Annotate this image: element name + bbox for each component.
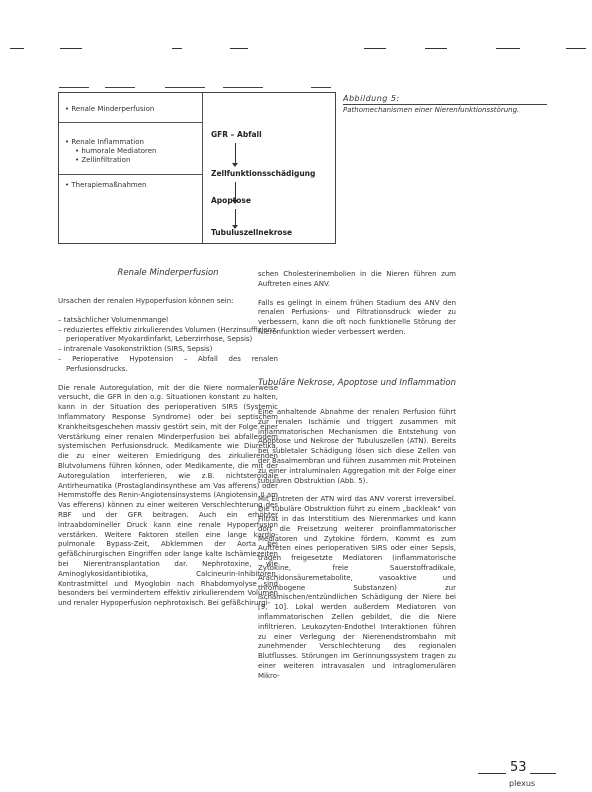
figure-item-mediators: • humorale Mediatoren [75, 147, 157, 155]
publisher-logo: plexus [509, 779, 536, 788]
flow-apoptosis: Apoptose [211, 196, 251, 205]
paragraph: Falls es gelingt in einem frühen Stadium des ANV den renalen Perfusions- und Filtrationsdruck wieder zu verbessern, kann die oft noch funktionelle Störung der Nierenfunktion wieder verbessert werden. [258, 298, 456, 336]
paragraph: schen Cholesterinembolien in die Nieren führen zum Auftreten eines ANV. [258, 270, 456, 288]
section-heading-necrosis: Tubuläre Nekrose, Apoptose und Inflammation [258, 378, 456, 388]
paragraph: Eine anhaltende Abnahme der renalen Perfusion führt zur renalen Ischämie und triggert zusammen mit inflammatorischen Mechanismen die Entstehung von Apoptose und Nekrose der Tubuluszellen (ATN). Bereits bei subletaler Schädigung lösen sich diese Zellen von der Basalmembran und führen zusammen mit Proteinen zu einer intraluminalen Aggregation mit der Folge einer tubulären Obstruktion (Abb. 5). [258, 408, 456, 485]
list-item: – Perioperative Hypotension – Abfall des renalen Perfusionsdrucks. [58, 354, 278, 373]
right-column-body [258, 408, 456, 691]
cause-list [58, 316, 278, 375]
figure-diagram [58, 92, 336, 244]
header-rule [0, 48, 592, 50]
flow-arrow [235, 209, 236, 225]
list-item: – reduziertes effektiv zirkulierendes Volumen (Herzinsuffizienz, perioperativer Myokardinfarkt, Leberzirrhose, Sepsis) [58, 325, 279, 344]
figure-item-perfusion: • Renale Minderperfusion [65, 105, 155, 113]
figure-caption-text: Pathomechanismen einer Nierenfunktionsstörung. [343, 106, 520, 114]
right-column [258, 270, 456, 347]
paragraph: Ursachen der renalen Hypoperfusion können sein: [58, 297, 234, 305]
list-item: – tatsächlicher Volumenmangel [58, 315, 169, 324]
flow-necrosis: Tubuluszellnekrose [211, 228, 293, 237]
section-heading-perfusion: Renale Minderperfusion [117, 268, 219, 278]
left-column [58, 297, 278, 618]
page-number: 53 [510, 760, 527, 775]
flow-arrow [235, 143, 236, 163]
flow-gfr: GFR – Abfall [211, 130, 262, 139]
figure-item-therapy: • Therapiemaßnahmen [65, 181, 147, 189]
paragraph: Mit Eintreten der ATN wird das ANV vorerst irreversibel. Die tubuläre Obstruktion führt zu einem „backleak" von Filtrat in das Interstitium des Nierenmarkes und kann dort die Freisetzung weiterer proinflammatorischer Mediatoren und Zytokine fördern. Kommt es zum Auftreten eines perioperativen SIRS oder einer Sepsis, tragen freigesetzte Mediatoren (inflammatorische Zytokine, freie Sauerstoffradikale, Arachidonsäuremetabolite, vasoaktive und thrombogene Substanzen) zur ischämischen/entzündlichen Schädigung der Niere bei [9, 10]. Lokal werden außerdem Mediatoren von inflammatorischen Zellen gebildet, die die Niere infiltrieren. Leukozyten-Endothel Interaktionen führen zu einer Verlegung der Nierenendstrombahn mit zunehmender Verschlechterung des regionalen Blutflusses. Störungen im Gerinnungssystem tragen zu einer weiteren intravasalen und intraglomerulären Mikro- [258, 495, 456, 680]
figure-item-infiltration: • Zellinfiltration [75, 156, 131, 164]
flow-cell-damage: Zellfunktionsschädigung [211, 169, 316, 178]
figure-item-inflammation: • Renale Inflammation [65, 138, 144, 146]
paragraph: Die renale Autoregulation, mit der die Niere normalerweise versucht, die GFR in den o.g. Situationen konstant zu halten, kann in der Situation des perioperativen SIRS (Systemic Inflammatory Response Syndrome) oder bei septischem Krankheitsgeschehen massiv gestört sein, mit der Folge einer Verstärkung einer renalen Minderperfusion bei abfallendem systemischen Perfusionsdruck. Medikamente wie Diuretika, die zu einer weiteren Erniedrigung des zirkulierenden Blutvolumens führen können, oder Medikamente, die mit der Autoregulation interferieren, wie z.B. nichtsteroidale Antirheumatika (Prostaglandinsynthese am Vas afferens) oder Hemmstoffe des Renin-Angiotensinsystems (Angiotensin II am Vas efferens) können zu einer weiteren Verschlechterung des RBF und der GFR beitragen. Auch ein erhöhter intraabdomineller Druck kann eine renale Hypoperfusion verstärken. Weitere Faktoren stellen eine lange kardio-pulmonale Bypass-Zeit, Abklemmen der Aorta bei gefäßchirurgischen Eingriffen oder lange kalte Ischämiezeiten bei Nierentransplantation dar. Nephrotoxine, wie Aminoglykosidantibiotika, Calcineurin-Inhibitoren, Kontrastmittel und Myoglobin nach Rhabdomyolyse sind besonders bei vermindertem effektiv zirkulierendem Volumen und renaler Hypoperfusion nephrotoxisch. Bei gefäßchirurgi- [58, 383, 278, 608]
figure-caption-title: Abbildung 5: [343, 94, 400, 103]
list-item: – intrarenale Vasokonstriktion (SIRS, Sepsis) [58, 345, 213, 354]
